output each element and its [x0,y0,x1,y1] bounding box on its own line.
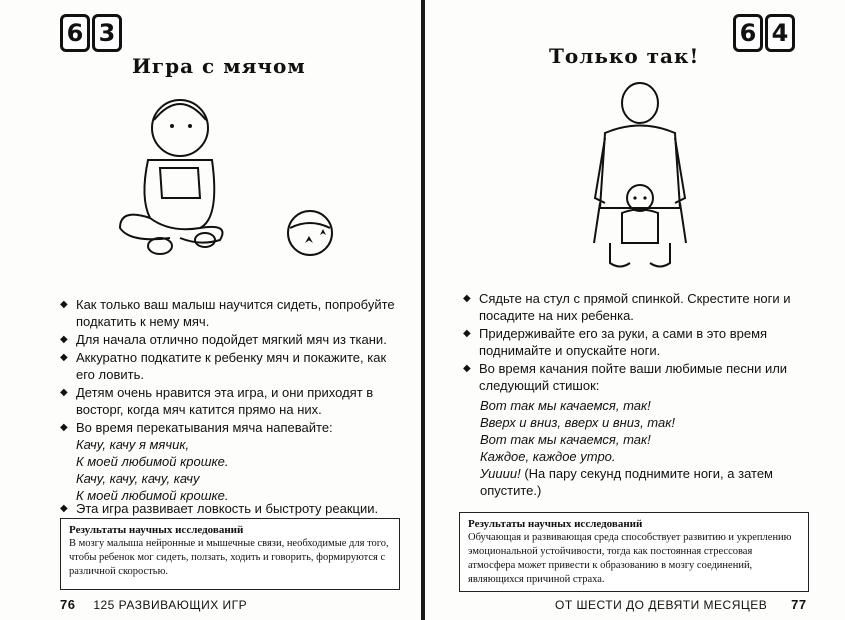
baby-eye [633,196,636,199]
badge-digit: 6 [60,14,90,52]
research-box [60,518,400,590]
research-text: Обучающая и развивающая среда способствует развитию и укреплению эмоциональной устойчивости, тогда как постоянная стрессовая атмосфера может привести к образованию в мозгу соединений, являющихся причиной страха. [468,532,792,585]
activity-title: Игра с мячом [132,54,306,78]
rhyme-line: Вот так мы качаемся, так! [480,398,651,413]
parent-swinging-baby-illustration [580,78,700,278]
instruction-item: ◆ Во время перекатывания мяча напевайте: [58,419,398,436]
research-box [459,512,809,592]
parent-head [622,83,658,123]
parent-leg [610,243,630,267]
instruction-item: ◆ Во время качания пойте ваши любимые песни или следующий стишок: [461,360,806,394]
baby-eye [643,196,646,199]
baby-with-ball-illustration [110,88,350,268]
chair-leg [594,203,600,243]
research-text: В мозгу малыша нейронные и мышечные связи, необходимые для того, чтобы ребенок мог сидеть, ползать, ходить и говорить, формируются с различной скоростью. [69,538,389,577]
ball [288,211,332,255]
rhyme-last-line [480,465,800,499]
instruction-list [58,296,398,437]
badge-digit: 6 [733,14,763,52]
rhyme-exclamation: Уииии! [480,466,521,481]
rhyme-line: Качу, качу я мячик, [76,437,190,452]
rhyme [76,436,229,504]
activity-number-badge [733,14,795,52]
overalls-bib [160,168,200,198]
baby-foot [148,238,172,254]
baby-foot [195,233,215,247]
instruction-item: ◆ Сядьте на стул с прямой спинкой. Скрестите ноги и посадите на них ребенка. [461,290,806,324]
baby-head [152,100,208,156]
book-title: 125 РАЗВИВАЮЩИХ ИГР [93,598,248,612]
ball-star-icon [305,236,313,243]
rhyme-line: Вот так мы качаемся, так! [480,432,651,447]
instruction-item: ◆ Аккуратно подкатите к ребенку мяч и покажите, как его ловить. [58,349,398,383]
baby-eye [170,124,174,128]
badge-digit: 3 [92,14,122,52]
page-footer [60,597,247,612]
baby-body [622,210,658,244]
baby-eye [188,124,192,128]
instruction-item: ◆ Как только ваш малыш научится сидеть, попробуйте подкатить к нему мяч. [58,296,398,330]
parent-torso [600,126,680,209]
research-title: Результаты научных исследований [468,518,643,530]
baby-body [144,160,214,229]
ball-stripe [290,223,330,228]
page-number: 77 [791,597,807,612]
left-page [0,0,421,620]
activity-number-badge [60,14,122,52]
baby-leg-left [120,215,170,240]
badge-digit: 4 [765,14,795,52]
rhyme [480,397,800,499]
right-page [425,0,845,620]
page-footer [555,597,807,612]
instruction-list [461,290,806,395]
rhyme-line: Качу, качу, качу, качу [76,471,200,486]
rhyme-line: Каждое, каждое утро. [480,449,616,464]
instruction-item: ◆ Эта игра развивает ловкость и быстроту реакции. [58,500,408,517]
rhyme-line: К моей любимой крошке. [76,488,229,503]
rhyme-line: К моей любимой крошке. [76,454,229,469]
research-title: Результаты научных исследований [69,524,244,536]
chapter-title: ОТ ШЕСТИ ДО ДЕВЯТИ МЕСЯЦЕВ [555,598,768,612]
instruction-item: ◆ Придерживайте его за руки, а сами в это время поднимайте и опускайте ноги. [461,325,806,359]
parent-leg [650,243,670,267]
rhyme-instruction: (На пару секунд поднимите ноги, а затем опустите.) [480,466,773,498]
page-number: 76 [60,597,76,612]
instruction-list-end [58,500,408,518]
rhyme-line: Вверх и вниз, вверх и вниз, так! [480,415,675,430]
activity-title: Только так! [549,44,700,68]
ball-star-icon [320,229,326,235]
chair-leg [680,203,686,243]
instruction-item: ◆ Детям очень нравится эта игра, и они приходят в восторг, когда мяч катится прямо на них. [58,384,398,418]
instruction-item: ◆ Для начала отлично подойдет мягкий мяч из ткани. [58,331,398,348]
